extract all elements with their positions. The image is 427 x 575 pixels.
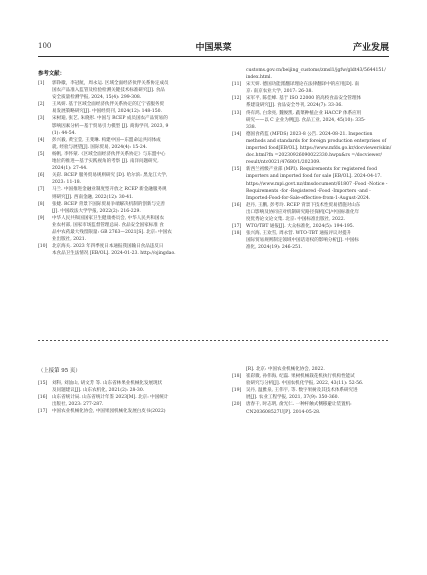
reference-item <box>38 151 213 172</box>
reference-text-line: https://www.mpi.govt.nz/dmsdocument/61807 -Food -Notice - <box>246 181 388 187</box>
reference-text-line: 唐春干, 时志明, 俞光仁. 一种杆触式侧移避让装置机: <box>246 402 352 408</box>
reference-text-line: [R]. 北京: 中国农业机械化协会, 2022. <box>246 367 325 372</box>
reference-text-line: 2023: 11-18. <box>52 180 82 186</box>
reference-item <box>232 373 390 387</box>
page-number: 100 <box>38 42 52 50</box>
reference-text-line: 宋军平, 陈佳峰. 基于 ISO 22000 的高校食品安全管理体 <box>246 96 362 102</box>
reference-text-line: 宋树迪, 张艺, 朱晓彤. 中国与 RCEP 成员国农产品贸易的 <box>52 116 168 122</box>
reference-text-line: 准化, 2024(19): 246-251. <box>246 245 303 251</box>
reference-text-line: 本食品卫生法情况 [EB/OL]. 2024-01-23. http://ojingdao. <box>52 251 176 257</box>
reference-number: [18] <box>232 231 242 237</box>
reference-text-line: 338. <box>246 124 257 130</box>
reference-text-line: importers and imported food for sale [EB/OL]. 2024-04-17. <box>246 174 382 180</box>
reference-item <box>38 201 213 215</box>
reference-text-line: 京: 南京农业大学, 2017: 26-38. <box>246 89 313 95</box>
reference-item <box>232 230 390 251</box>
reference-text-line: 郭铮徽，李冠航，周永运. 区域全面经济伙伴关系协定成员 <box>52 81 169 86</box>
reference-text-line: 张婕. RCEP 背景下国际贸易争端解决机制的创新与完善 <box>52 201 166 207</box>
reference-number: [8] <box>38 201 45 207</box>
reference-number: [11] <box>232 82 242 88</box>
reference-number: [18] <box>232 374 242 380</box>
reference-text-line: 关彩. RCEP 服务贸易规则研究 [D]. 哈尔滨: 黑龙江大学, <box>52 173 168 179</box>
reference-item <box>232 95 390 109</box>
reference-number: [14] <box>232 131 242 137</box>
reference-text-line: 就, 经验与展望[J]. 国际贸易, 2024(4): 15-24. <box>52 144 148 150</box>
reference-item <box>38 408 213 415</box>
reference-text-line: 刘科, 刘汕山, 胡文芳 等. 山东省林果业机械化发展现状 <box>52 381 163 386</box>
reference-text-line: 度优秀论文论文集. 北京: 中国标准出版社, 2022. <box>246 216 346 222</box>
reference-text-line: 安全质量检测学报, 2024, 15(4): 299-308. <box>52 95 142 101</box>
reference-item <box>232 81 390 95</box>
reference-item <box>232 67 390 81</box>
reference-text-line: 则研究[J]. 西南金融, 2022(12): 30-41. <box>52 194 134 200</box>
reference-item <box>38 394 213 408</box>
reference-text-line: 中华人民共和国国家卫生健康委员会, 中华人民共和国农 <box>52 215 165 221</box>
reference-text-line: 佟有鸿, 白余亮, 魏俊凯. 蔬菜种植企业 HACCP 体系应用 <box>246 110 362 116</box>
reference-text-line: 崔彩微, 孙伟海, 纪磊. 果树机械栽花机执行机构性能试 <box>246 374 355 380</box>
section-divider <box>38 340 389 341</box>
continued-reference-column-left <box>38 380 213 415</box>
reference-text-line: result/ntc0021/47680/1/202309. <box>246 160 321 166</box>
reference-text-line: 北京海关. 2023 年四季度日本通报我国输日食品违反日 <box>52 244 164 250</box>
reference-text-line: WTO/TBT 通报[J]. 大众标准化, 2024(5): 194-195. <box>246 224 355 230</box>
reference-item <box>232 202 390 223</box>
reference-number: [7] <box>38 187 45 193</box>
reference-text-line: 品中农药最大残留限量: GB 2763—2021[S]. 北京: 中国农 <box>52 229 172 235</box>
reference-number: [3] <box>38 116 45 122</box>
reference-text-line: 中国农业机械化协会, 中国果园机械化发展白皮书(2022) <box>52 409 166 415</box>
reference-text-line: (1): 44-54. <box>52 130 76 136</box>
reference-column-right <box>232 67 390 251</box>
reference-text-line: 赵丹, 王鹏, 彭考玲. RCEP 背景下技术性贸易措施对山东 <box>246 202 361 208</box>
reference-text-line: CN203608527U[P]. 2014-05-28. <box>246 409 321 415</box>
reference-item <box>232 401 390 415</box>
reference-text-line: 研究——以 C 企业为例[J]. 食品工业, 2024, 45(10): 335- <box>246 117 366 123</box>
reference-text-line: 影响因素分析—基于贸易引力模型 [J]. 商海学刊, 2023, 9 <box>52 123 169 129</box>
reference-text-line: 2024(1): 27-44. <box>52 166 88 172</box>
reference-text-line: imported food[EB/OL]. https://www.mfds.go.kr/docviewer/skin/ <box>246 146 392 152</box>
references-title: 参考文献： <box>38 71 65 77</box>
reference-text-line: 山东省统计局. 山东省统计年鉴 2023[M]. 北京: 中国统计 <box>52 395 169 401</box>
reference-number: [20] <box>232 402 242 408</box>
reference-item <box>38 380 213 394</box>
reference-number: [4] <box>38 137 45 143</box>
reference-text-line: 业出版社, 2021. <box>52 237 87 243</box>
reference-item <box>38 186 213 200</box>
reference-item <box>232 366 390 373</box>
reference-text-line: 及问题建议[J]. 山东农机化, 2021(2): 28-30. <box>52 388 145 394</box>
reference-text-line: 展[J]. 农业工程学报, 2021, 37(9): 350-360. <box>246 395 339 401</box>
reference-text-line: Requirements -for -Registered -Food -Importers -and - <box>246 188 371 194</box>
reference-item <box>38 101 213 115</box>
reference-text-line: 地位的推进—基于实践视角的考察 [J]. 南洋问题研究, <box>52 159 159 165</box>
reference-number: [13] <box>232 110 242 116</box>
reference-text-line: methods and standards for foreign production enterprises of <box>246 138 387 144</box>
reference-text-line: 德国食药监 (MFDS) 2023-8 公告. 2024-08-21. Inspection <box>246 131 373 137</box>
reference-text-line: 张兴海, 王欢雪, 周永营. WTO-TBT 通报评议对提升 <box>246 231 352 237</box>
reference-number: [1] <box>38 81 45 86</box>
reference-text-line: 易发展策略研究[J]. 中国经贸刊, 2024(12): 148-150. <box>52 109 162 115</box>
reference-number: [16] <box>38 395 48 401</box>
reference-item <box>38 80 213 101</box>
reference-text-line: 出口影响及协同应对机制研究路径探析[C]/中国标准化年 <box>246 209 360 215</box>
reference-text-line: 杨帆, 李怀蒙.《区域全面经济伙伴关系协定》与东盟中心 <box>52 151 166 157</box>
reference-text-line: index.html. <box>246 75 272 81</box>
reference-number: [16] <box>232 202 242 208</box>
reference-number: [9] <box>38 215 45 221</box>
reference-item <box>232 387 390 401</box>
reference-text-line: 国际贸易规则制定领域中国话语权的影响分析[J]. 中国标 <box>246 238 359 244</box>
section-title: 产业发展 <box>352 43 389 53</box>
reference-item <box>38 172 213 186</box>
reference-text-line: 验研究与分析[J]. 中国农机化学报, 2022, 43(11): 52-56. <box>246 381 364 387</box>
reference-number: [15] <box>232 167 242 173</box>
reference-number: [17] <box>38 409 48 415</box>
reference-text-line: 彭兴毅, 黄宝莹, 王斐琳. 构建中国—东盟命运共同体成 <box>52 137 161 143</box>
reference-number: [17] <box>232 224 242 230</box>
reference-number: [5] <box>38 151 45 157</box>
reference-text-line: 新西兰初级产业部 (MPI). Requirements for registered food <box>246 167 377 173</box>
reference-text-line: 宋天妍. 德国功能派翻译理论在法律翻译中的应用[D]. 南 <box>246 82 360 88</box>
reference-text-line: 出版社, 2023: 277-287. <box>52 402 104 408</box>
reference-text-line: 王凤妍. 基于区域全面经济伙伴关系协定的辽宁省服务贸 <box>52 102 165 108</box>
journal-title: 中国果菜 <box>195 43 232 53</box>
continued-reference-column-right <box>232 366 390 416</box>
header-rule <box>38 56 389 57</box>
reference-item <box>232 110 390 131</box>
reference-text-line: customs.gov.cn/beijing_customs/zmsl1/jgfw/gldt43/5644151/ <box>246 68 386 73</box>
reference-number: [2] <box>38 102 45 108</box>
reference-number: [15] <box>38 381 48 386</box>
reference-text-line: Imported-Food-for-Sale-effective-from-1-August-2024. <box>246 195 371 201</box>
reference-text-line: 马兰. 中国推进金融业制度型开放之 RCEP 新金融服务规 <box>52 187 167 193</box>
reference-text-line: doc.html?fn =20230926090022330.hwpx&rs =/docviewer/ <box>246 153 382 159</box>
reference-text-line: 吴丹, 温雅泉, 王伟宇, 等. 数字果树及其技术体系研究进 <box>246 388 358 394</box>
page-header <box>38 40 389 56</box>
reference-column-left <box>38 80 213 257</box>
reference-number: [10] <box>38 244 48 250</box>
reference-item <box>38 215 213 243</box>
reference-text-line: [J]. 中国政法大学学报, 2022(2): 216-229. <box>52 208 141 214</box>
reference-item <box>38 243 213 257</box>
reference-number: [19] <box>232 388 242 394</box>
reference-item <box>232 131 390 166</box>
reference-text-line: 国农产品准入监管及检验检测关键技术标准研究[J]. 食品 <box>52 88 165 94</box>
reference-number: [6] <box>38 173 45 179</box>
reference-item <box>38 137 213 151</box>
reference-item <box>38 115 213 136</box>
reference-item <box>232 166 390 201</box>
reference-item <box>232 223 390 230</box>
continued-label: （上接第 95 页） <box>38 368 81 374</box>
reference-number: [12] <box>232 96 242 102</box>
reference-text-line: 业农村部, 国家市场监督管理总局. 食品安全国家标准 食 <box>52 222 164 228</box>
reference-text-line: 系建设研究[J]. 食品安全导刊, 2024(7): 33-36. <box>246 103 343 109</box>
